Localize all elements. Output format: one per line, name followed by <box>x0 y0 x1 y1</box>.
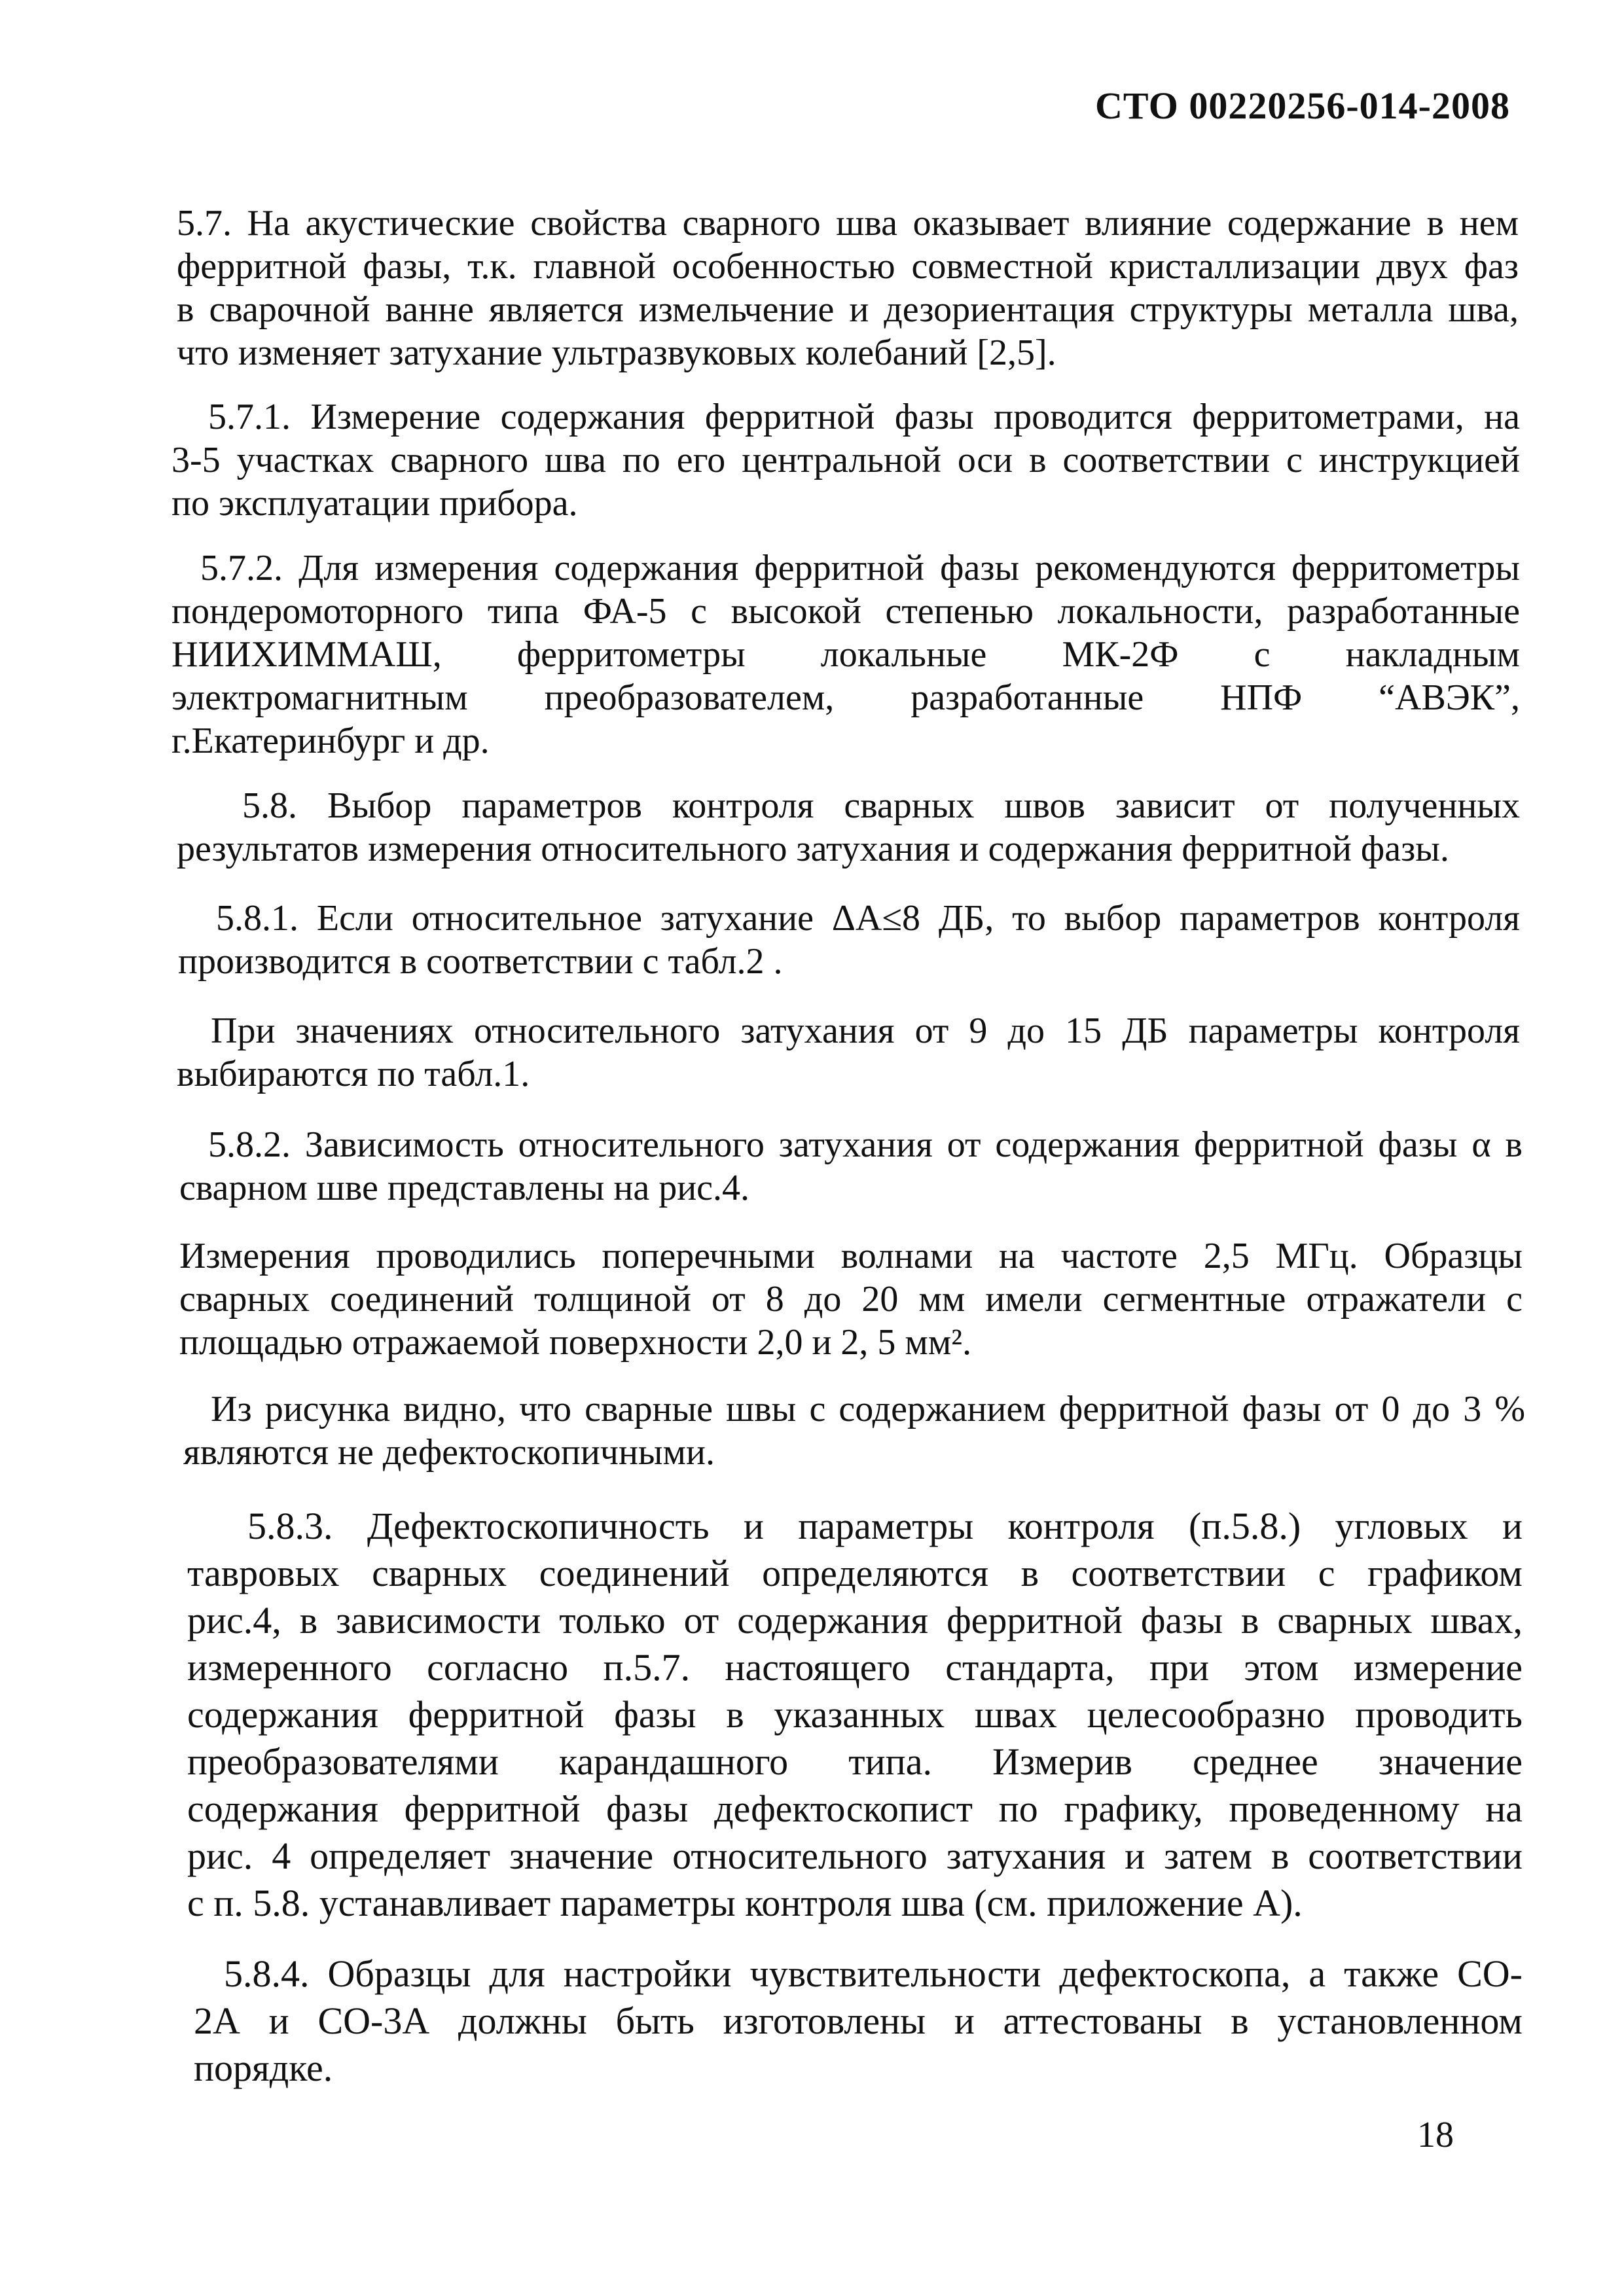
text-line: 5.8.3. Дефектоскопичность и параметры контроля (п.5.8.) угловых и <box>247 1505 1523 1547</box>
text-line: содержания ферритной фазы в указанных швах целесообразно проводить <box>187 1693 1523 1736</box>
text-line: в сварочной ванне является измельчение и дезориентация структуры металла шва, <box>177 289 1519 330</box>
paragraph-5-8 <box>177 784 1520 870</box>
paragraph-5-8-1 <box>178 897 1520 983</box>
text-line: сварных соединений толщиной от 8 до 20 мм имели сегментные отражатели с <box>179 1279 1523 1319</box>
paragraph-measurements <box>179 1234 1523 1364</box>
text-line: 5.7.1. Измерение содержания ферритной фазы проводится ферритометрами, на <box>208 397 1520 437</box>
text-line: сварном шве представлены на рис.4. <box>179 1168 750 1208</box>
text-line: рис.4, в зависимости только от содержания ферритной фазы в сварных швах, <box>187 1599 1523 1641</box>
text-line: Измерения проводились поперечными волнами на частоте 2,5 МГц. Образцы <box>179 1236 1523 1276</box>
text-line: При значениях относительного затухания от 9 до 15 ДБ параметры контроля <box>211 1011 1520 1051</box>
text-line: по эксплуатации прибора. <box>171 483 578 524</box>
text-line: тавровых сварных соединений определяются в соответствии с графиком <box>187 1552 1523 1594</box>
paragraph-5-7 <box>177 202 1519 374</box>
text-line: преобразователями карандашного типа. Измерив среднее значение <box>187 1740 1523 1783</box>
text-line: площадью отражаемой поверхности 2,0 и 2, 5 мм². <box>179 1322 972 1363</box>
text-line: электромагнитным преобразователем, разработанные НПФ “АВЭК”, <box>171 677 1520 718</box>
text-line: рис. 4 определяет значение относительного затухания и затем в соответствии <box>187 1835 1523 1877</box>
text-line: 3-5 участках сварного шва по его центральной оси в соответствии с инструкцией <box>171 440 1520 480</box>
text-line: пондеромоторного типа ФА-5 с высокой степенью локальности, разработанные <box>171 591 1520 632</box>
text-line: 5.8. Выбор параметров контроля сварных швов зависит от полученных <box>242 785 1520 826</box>
paragraph-5-7-2 <box>171 547 1520 762</box>
paragraph-5-8-1-continued <box>177 1009 1520 1096</box>
text-line: г.Екатеринбург и др. <box>171 721 490 761</box>
text-line: выбираются по табл.1. <box>177 1054 530 1094</box>
page-number: 18 <box>1417 2115 1454 2155</box>
paragraph-figure-conclusion <box>183 1388 1525 1474</box>
text-line: результатов измерения относительного затухания и содержания ферритной фазы. <box>177 829 1449 869</box>
text-line: 5.8.1. Если относительное затухание ΔА≤8 ДБ, то выбор параметров контроля <box>216 898 1520 939</box>
text-line: Из рисунка видно, что сварные швы с содержанием ферритной фазы от 0 до 3 % <box>211 1389 1525 1429</box>
text-line: 5.7.2. Для измерения содержания ферритной фазы рекомендуются ферритометры <box>200 548 1520 588</box>
text-line: измеренного согласно п.5.7. настоящего стандарта, при этом измерение <box>187 1646 1523 1689</box>
text-line: с п. 5.8. устанавливает параметры контроля шва (см. приложение А). <box>187 1882 1303 1924</box>
text-line: 5.7. На акустические свойства сварного шва оказывает влияние содержание в нем <box>177 203 1519 243</box>
paragraph-5-8-3 <box>187 1503 1523 1927</box>
paragraph-5-8-2 <box>179 1123 1523 1210</box>
paragraph-5-7-1 <box>171 395 1520 525</box>
text-line: порядке. <box>194 2047 333 2089</box>
paragraph-5-8-4 <box>194 1950 1523 2092</box>
text-line: что изменяет затухание ультразвуковых колебаний [2,5]. <box>177 332 1056 373</box>
text-line: 5.8.2. Зависимость относительного затухания от содержания ферритной фазы α в <box>208 1124 1523 1165</box>
text-line: 5.8.4. Образцы для настройки чувствительности дефектоскопа, а также СО- <box>224 1952 1523 1995</box>
text-line: являются не дефектоскопичными. <box>183 1432 715 1473</box>
document-code-header: СТО 00220256-014-2008 <box>1094 84 1510 127</box>
text-line: производится в соответствии с табл.2 . <box>178 941 783 982</box>
text-line: НИИХИММАШ, ферритометры локальные МК-2Ф с накладным <box>171 634 1520 675</box>
text-line: содержания ферритной фазы дефектоскопист по графику, проведенному на <box>187 1787 1523 1830</box>
text-line: ферритной фазы, т.к. главной особенностью совместной кристаллизации двух фаз <box>177 246 1519 287</box>
text-line: 2А и СО-3А должны быть изготовлены и аттестованы в установленном <box>194 2000 1523 2042</box>
